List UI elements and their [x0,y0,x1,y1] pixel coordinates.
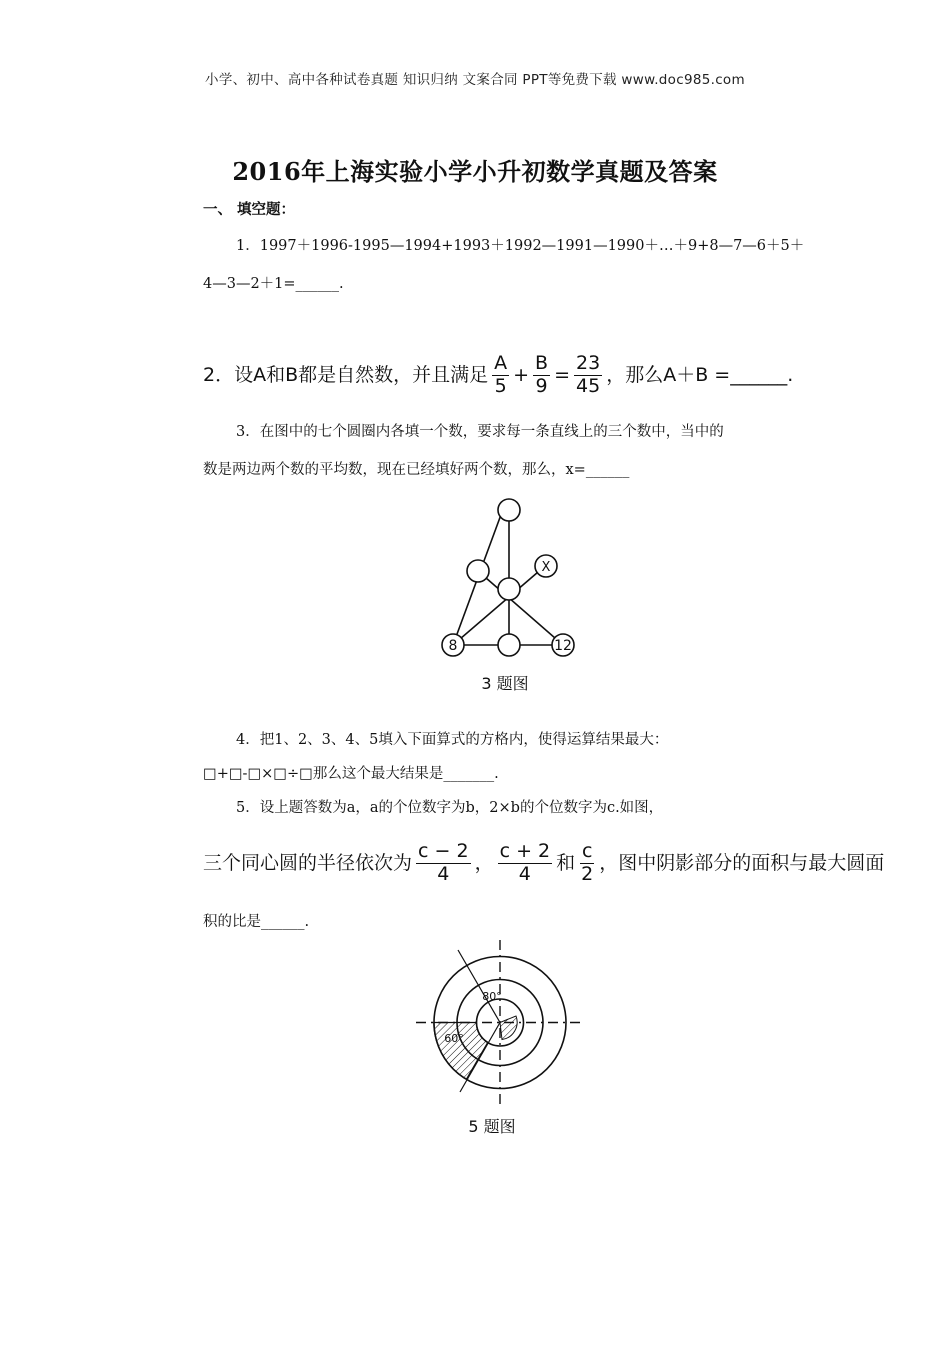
q2-f1-num: A [494,352,508,374]
q5-comma: ， [474,851,494,874]
q5-f3-den: 2 [581,862,594,885]
page-header: 小学、初中、高中各种试卷真题 知识归纳 文案合同 PPT等免费下载 www.doc985.com [205,72,745,88]
q5-f1-num: c − 2 [418,840,469,862]
q5-and: 和 [556,851,576,874]
q5-fraction-3 [579,842,595,885]
q3-line1: 3．在图中的七个圆圈内各填一个数，要求每一条直线上的三个数中，当中的 [236,424,724,440]
q2-statement [203,354,793,397]
q2-f1-den: 5 [494,374,507,397]
q5-big-suffix: ，图中阴影部分的面积与最大圆面 [599,851,885,874]
q5-line1: 5．设上题答数为a，a的个位数字为b，2×b的个位数字为c.如图， [236,800,664,816]
q5-f2-num: c + 2 [499,840,551,862]
q2-f3-den: 45 [576,374,601,397]
q3-caption: 3 题图 [481,674,529,693]
q2-fraction-a [492,354,509,397]
q1-line2: 4—3—2＋1=______. [203,276,344,292]
q3-line2: 数是两边两个数的平均数，现在已经填好两个数，那么，x=______ [203,462,630,478]
page-title: 2016年上海实验小学小升初数学真题及答案 [232,157,718,186]
q2-plus: + [513,363,530,386]
q3-circle-top [498,499,520,521]
q5-line3: 积的比是______. [203,914,310,930]
q3-label-right: 12 [554,638,572,654]
q2-f2-num: B [535,352,549,374]
q5-f3-num: c [581,840,593,862]
q4-line2: □+□-□×□÷□那么这个最大结果是_______. [203,766,499,782]
q3-circle-center [498,578,520,600]
q2-f3-num: 23 [576,352,601,374]
q3-label-x: X [541,560,551,575]
q3-circle-bottom-middle [498,634,520,656]
q3-circle-left [467,560,489,582]
q5-figure [410,940,590,1140]
q2-equals: = [554,363,571,386]
q5-shaded-inner [500,1016,517,1040]
q3-figure [430,490,590,705]
q1-line1: 1．1997＋1996-1995—1994+1993＋1992—1991—1990＋…＋9+8—7—6＋5＋ [236,238,805,254]
section-heading: 一、 填空题： [203,202,296,218]
q3-label-left: 8 [448,638,458,654]
q2-prefix: 2．设A和B都是自然数，并且满足 [203,363,489,386]
q5-f2-den: 4 [518,862,531,885]
q5-caption: 5 题图 [468,1117,516,1136]
q5-big-prefix: 三个同心圆的半径依次为 [203,851,413,874]
q5-fraction-2 [498,842,553,885]
q4-line1: 4．把1、2、3、4、5填入下面算式的方格内，使得运算结果最大： [236,732,669,748]
q5-fraction-1 [416,842,471,885]
q2-fraction-c [574,354,602,397]
q5-angle-top: 80° [482,990,502,1003]
q5-axis-lines [416,940,582,1106]
q5-f1-den: 4 [437,862,450,885]
q2-f2-den: 9 [535,374,548,397]
q2-fraction-b [533,354,550,397]
q5-shaded-sector [434,1023,488,1080]
q5-statement [203,842,884,885]
q2-suffix: ，那么A＋B =______. [606,363,794,386]
q5-angle-left: 60° [444,1032,464,1045]
